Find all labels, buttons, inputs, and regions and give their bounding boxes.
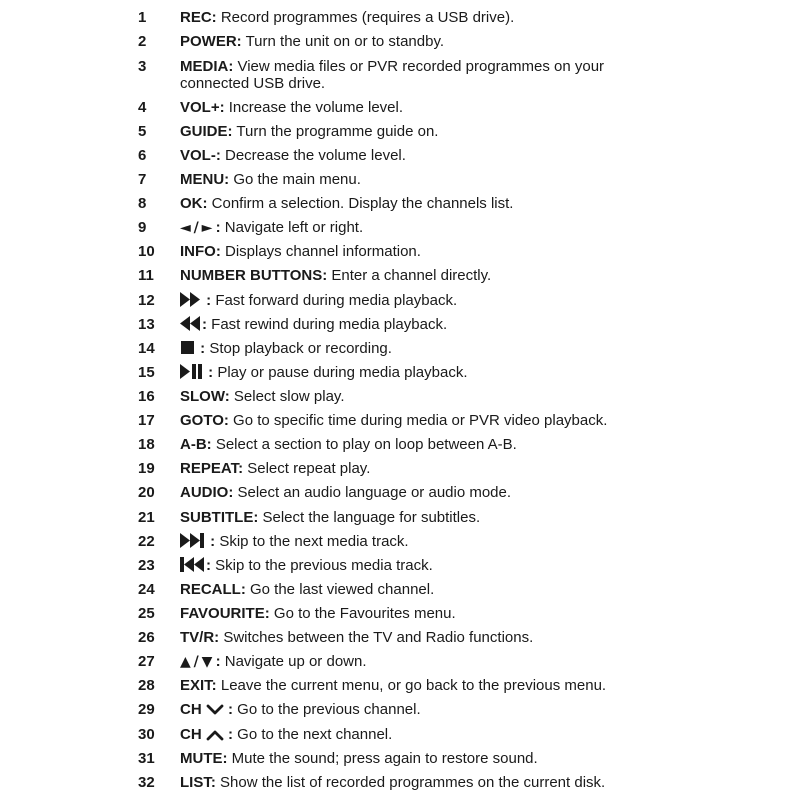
legend-item-mute [0, 750, 800, 772]
item-description: Go to the previous channel. [233, 701, 421, 718]
item-prefix: CH [180, 726, 202, 743]
item-number: 28 [138, 677, 155, 694]
legend-item-skip-next [0, 533, 800, 555]
item-term: GOTO: [180, 412, 229, 429]
item-term: VOL-: [180, 147, 221, 164]
left-right-arrows-icon: ◄ / ► [180, 220, 212, 236]
item-entry [180, 123, 780, 140]
legend-item-media [0, 58, 800, 94]
chevron-down-icon [206, 702, 224, 719]
item-term: : [223, 701, 234, 718]
item-entry [180, 195, 780, 212]
item-entry [180, 388, 780, 405]
legend-item-skip-previous [0, 557, 800, 579]
item-term: TV/R: [180, 629, 220, 646]
legend-item-fast-forward [0, 292, 800, 314]
item-term: : [204, 364, 214, 381]
legend-item-favourite [0, 605, 800, 627]
legend-item-repeat [0, 460, 800, 482]
item-number: 26 [138, 629, 155, 646]
item-entry [180, 460, 780, 477]
item-entry [180, 750, 780, 767]
item-term: RECALL: [180, 581, 246, 598]
item-term: : [206, 557, 211, 574]
legend-item-audio [0, 484, 800, 506]
item-description: Fast rewind during media playback. [207, 316, 448, 333]
item-description: Play or pause during media playback. [213, 364, 468, 381]
item-term: MEDIA: [180, 58, 234, 75]
item-number: 5 [138, 123, 147, 140]
up-down-arrows-icon: ▲ / ▼ [180, 654, 212, 670]
item-description: Navigate left or right. [220, 219, 364, 236]
item-term: REC: [180, 9, 217, 26]
item-description: Navigate up or down. [220, 653, 367, 670]
item-description: View media files or PVR recorded programmes on your connected USB drive. [180, 58, 605, 92]
item-prefix: CH [180, 701, 202, 718]
item-number: 20 [138, 484, 155, 501]
item-entry [180, 58, 670, 92]
item-number: 6 [138, 147, 147, 164]
item-description: Confirm a selection. Display the channels list. [207, 195, 514, 212]
item-entry [180, 653, 780, 671]
legend-item-exit [0, 677, 800, 699]
item-number: 13 [138, 316, 155, 333]
item-number: 4 [138, 99, 147, 116]
item-entry [180, 533, 780, 551]
item-description: Increase the volume level. [224, 99, 404, 116]
item-number: 12 [138, 292, 155, 309]
skip-previous-icon [180, 557, 206, 575]
item-number: 3 [138, 58, 147, 75]
item-number: 22 [138, 533, 155, 550]
item-entry [180, 340, 780, 358]
item-entry [180, 243, 780, 260]
item-entry [180, 726, 780, 744]
item-term: NUMBER BUTTONS: [180, 267, 328, 284]
item-term: FAVOURITE: [180, 605, 270, 622]
skip-next-icon [180, 533, 206, 551]
item-description: Switches between the TV and Radio functions. [219, 629, 534, 646]
item-term: : [202, 292, 212, 309]
item-entry [180, 557, 780, 575]
item-description: Skip to the next media track. [215, 533, 409, 550]
item-entry [180, 774, 780, 791]
item-number: 31 [138, 750, 155, 767]
legend-item-up-down [0, 653, 800, 675]
item-term: : [206, 533, 216, 550]
item-description: Select the language for subtitles. [258, 509, 481, 526]
legend-item-ok [0, 195, 800, 217]
item-number: 24 [138, 581, 155, 598]
item-description: Select repeat play. [243, 460, 371, 477]
item-description: Go the last viewed channel. [245, 581, 435, 598]
legend-item-recall [0, 581, 800, 603]
item-description: Displays channel information. [220, 243, 421, 260]
legend-item-play-pause [0, 364, 800, 386]
item-description: Fast forward during media playback. [211, 292, 458, 309]
item-description: Turn the unit on or to standby. [241, 33, 445, 50]
item-term: : [223, 726, 234, 743]
legend-item-vol-up [0, 99, 800, 121]
legend-item-ch-up [0, 726, 800, 748]
item-term: EXIT: [180, 677, 217, 694]
item-number: 14 [138, 340, 155, 357]
item-term: SLOW: [180, 388, 230, 405]
item-description: Leave the current menu, or go back to the previous menu. [216, 677, 607, 694]
item-number: 16 [138, 388, 155, 405]
item-description: Stop playback or recording. [205, 340, 392, 357]
item-number: 1 [138, 9, 147, 26]
item-number: 23 [138, 557, 155, 574]
item-description: Enter a channel directly. [327, 267, 492, 284]
legend-item-left-right [0, 219, 800, 241]
legend-item-slow [0, 388, 800, 410]
item-term: LIST: [180, 774, 216, 791]
item-number: 2 [138, 33, 147, 50]
legend-item-rec [0, 9, 800, 31]
legend-item-ch-down [0, 701, 800, 723]
item-term: A-B: [180, 436, 212, 453]
chevron-up-icon [206, 727, 224, 744]
item-description: Mute the sound; press again to restore sound. [227, 750, 538, 767]
item-term: SUBTITLE: [180, 509, 259, 526]
item-number: 21 [138, 509, 155, 526]
legend-item-info [0, 243, 800, 265]
item-description: Show the list of recorded programmes on the current disk. [215, 774, 606, 791]
legend-item-fast-rewind [0, 316, 800, 338]
fast-rewind-icon [180, 316, 202, 334]
item-entry [180, 605, 780, 622]
legend-item-power [0, 33, 800, 55]
legend-item-subtitle [0, 509, 800, 531]
item-entry [180, 9, 780, 26]
play-pause-icon [180, 364, 204, 382]
item-entry [180, 267, 780, 284]
item-entry [180, 316, 780, 334]
item-entry [180, 436, 780, 453]
item-entry [180, 292, 780, 310]
item-entry [180, 147, 780, 164]
item-description: Go to specific time during media or PVR video playback. [228, 412, 608, 429]
item-description: Decrease the volume level. [220, 147, 406, 164]
legend-item-guide [0, 123, 800, 145]
item-entry [180, 412, 780, 429]
legend-item-vol-down [0, 147, 800, 169]
item-term: GUIDE: [180, 123, 233, 140]
item-entry [180, 509, 780, 526]
item-entry [180, 677, 780, 694]
item-entry [180, 99, 780, 116]
item-term: : [211, 219, 221, 236]
item-number: 29 [138, 701, 155, 718]
legend-item-number-buttons [0, 267, 800, 289]
item-number: 18 [138, 436, 155, 453]
legend-item-menu [0, 171, 800, 193]
item-term: VOL+: [180, 99, 225, 116]
item-term: POWER: [180, 33, 242, 50]
item-entry [180, 701, 780, 719]
item-description: Turn the programme guide on. [232, 123, 439, 140]
legend-item-list [0, 774, 800, 796]
item-entry [180, 484, 780, 501]
item-description: Select slow play. [229, 388, 345, 405]
item-term: MUTE: [180, 750, 228, 767]
fast-forward-icon [180, 292, 202, 310]
item-description: Go to the Favourites menu. [269, 605, 456, 622]
item-entry [180, 219, 780, 237]
legend-item-stop [0, 340, 800, 362]
item-number: 7 [138, 171, 147, 188]
item-term: MENU: [180, 171, 230, 188]
item-term: : [211, 653, 221, 670]
legend-item-tv-r [0, 629, 800, 651]
item-entry [180, 33, 780, 50]
legend-item-goto [0, 412, 800, 434]
item-term: OK: [180, 195, 208, 212]
item-description: Skip to the previous media track. [211, 557, 433, 574]
item-description: Go the main menu. [229, 171, 361, 188]
item-number: 9 [138, 219, 147, 236]
item-term: AUDIO: [180, 484, 234, 501]
item-term: : [202, 316, 207, 333]
item-description: Select an audio language or audio mode. [233, 484, 512, 501]
item-entry [180, 171, 780, 188]
item-number: 11 [138, 267, 154, 284]
item-entry [180, 629, 780, 646]
item-description: Record programmes (requires a USB drive). [216, 9, 515, 26]
item-description: Select a section to play on loop between A-B. [211, 436, 517, 453]
item-description: Go to the next channel. [233, 726, 393, 743]
item-term: : [196, 340, 206, 357]
stop-icon [180, 340, 196, 358]
item-number: 10 [138, 243, 155, 260]
item-term: REPEAT: [180, 460, 244, 477]
item-number: 32 [138, 774, 155, 791]
item-number: 19 [138, 460, 155, 477]
item-number: 17 [138, 412, 155, 429]
item-number: 15 [138, 364, 155, 381]
item-term: INFO: [180, 243, 221, 260]
item-entry [180, 364, 780, 382]
item-number: 27 [138, 653, 155, 670]
legend-item-a-b [0, 436, 800, 458]
item-number: 30 [138, 726, 155, 743]
item-number: 25 [138, 605, 155, 622]
item-entry [180, 581, 780, 598]
item-number: 8 [138, 195, 147, 212]
